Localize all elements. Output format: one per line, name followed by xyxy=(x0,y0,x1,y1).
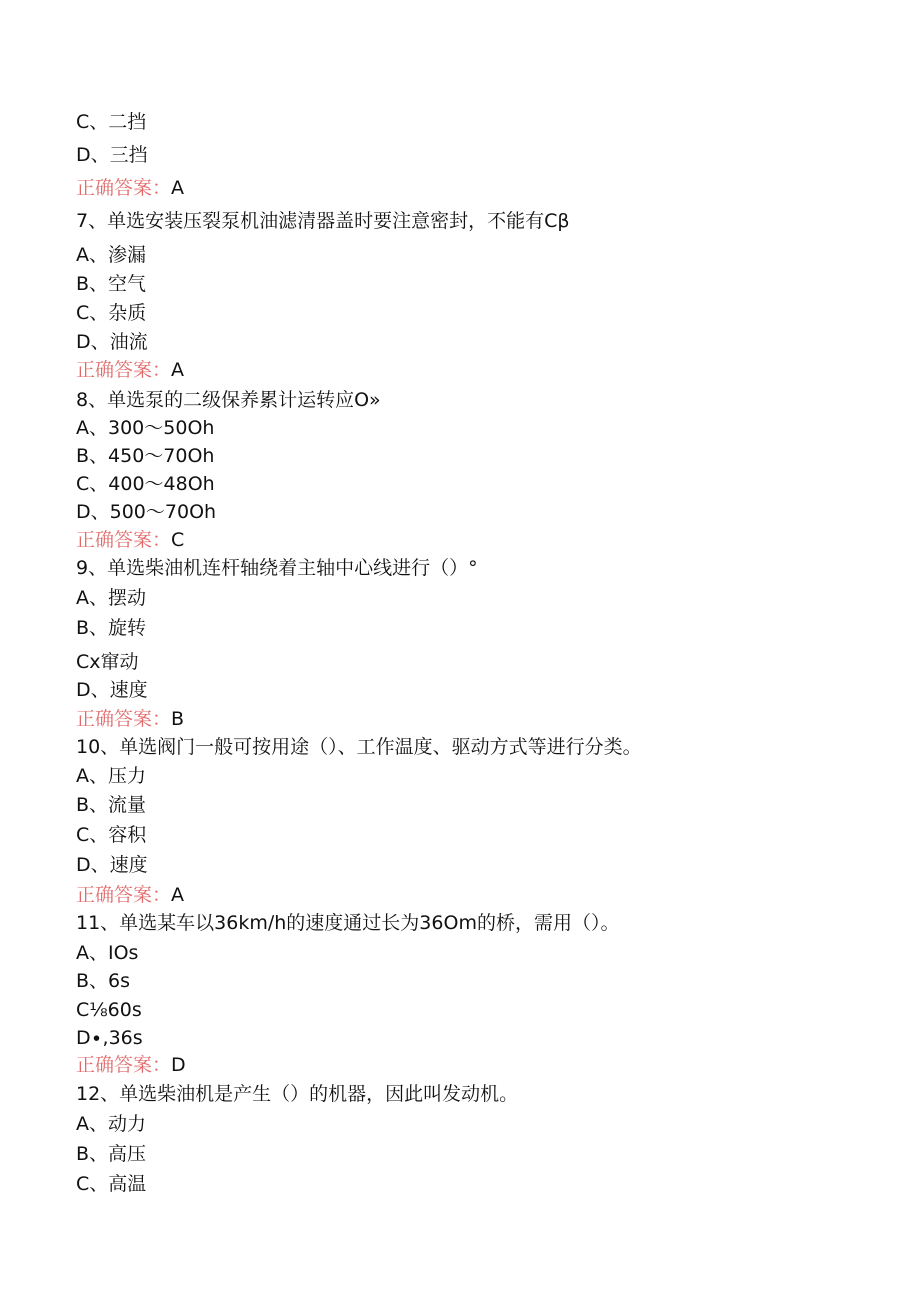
question-line: 9、单选柴油机连杆轴绕着主轴中心线进行（）° xyxy=(76,557,478,579)
option-line: A、动力 xyxy=(76,1113,146,1135)
option-line: C、二挡 xyxy=(76,111,147,133)
option-line: D∙,36s xyxy=(76,1027,143,1049)
option-line: D、500～70Oh xyxy=(76,501,217,523)
option-line: C、高温 xyxy=(76,1173,147,1195)
question-line: 11、单选某车以36km∕h的速度通过长为36Om的桥，需用（）。 xyxy=(76,912,620,934)
option-line: C⅛60s xyxy=(76,999,142,1021)
question-line: 8、单选泵的二级保养累计运转应O» xyxy=(76,389,381,411)
answer-line xyxy=(76,176,184,200)
option-line: C、杂质 xyxy=(76,302,147,324)
option-line: B、旋转 xyxy=(76,617,147,639)
answer-value: C xyxy=(171,529,185,551)
option-line: Cx窜动 xyxy=(76,651,139,673)
option-line: A、压力 xyxy=(76,765,146,787)
answer-value: B xyxy=(171,708,185,730)
option-line: A、摆动 xyxy=(76,587,146,609)
option-line: C、400～48Oh xyxy=(76,473,215,495)
answer-value: A xyxy=(171,177,185,199)
answer-label: 正确答案： xyxy=(76,177,172,199)
answer-label: 正确答案： xyxy=(76,708,172,730)
option-line: A、IOs xyxy=(76,942,139,964)
answer-label: 正确答案： xyxy=(76,359,172,381)
option-line: A、300～50Oh xyxy=(76,417,215,439)
option-line: B、空气 xyxy=(76,273,147,295)
option-line: B、高压 xyxy=(76,1143,147,1165)
answer-line xyxy=(76,358,184,382)
answer-line xyxy=(76,1053,186,1077)
answer-value: A xyxy=(171,359,185,381)
answer-label: 正确答案： xyxy=(76,529,172,551)
question-line: 12、单选柴油机是产生（）的机器，因此叫发动机。 xyxy=(76,1083,519,1105)
option-line: D、三挡 xyxy=(76,144,148,166)
answer-line xyxy=(76,707,184,731)
answer-label: 正确答案： xyxy=(76,884,172,906)
answer-line xyxy=(76,528,184,552)
option-line: C、容积 xyxy=(76,824,147,846)
question-line: 10、单选阀门一般可按用途（）、工作温度、驱动方式等进行分类。 xyxy=(76,736,642,758)
answer-line xyxy=(76,883,184,907)
answer-value: A xyxy=(171,884,185,906)
option-line: A、渗漏 xyxy=(76,244,146,266)
answer-label: 正确答案： xyxy=(76,1054,172,1076)
option-line: B、6s xyxy=(76,970,131,992)
option-line: D、油流 xyxy=(76,331,148,353)
option-line: D、速度 xyxy=(76,679,148,701)
option-line: B、450～70Oh xyxy=(76,445,215,467)
answer-value: D xyxy=(171,1054,186,1076)
option-line: B、流量 xyxy=(76,794,147,816)
option-line: D、速度 xyxy=(76,854,148,876)
question-line: 7、单选安装压裂泵机油滤清器盖时要注意密封，不能有Cβ xyxy=(76,210,570,232)
